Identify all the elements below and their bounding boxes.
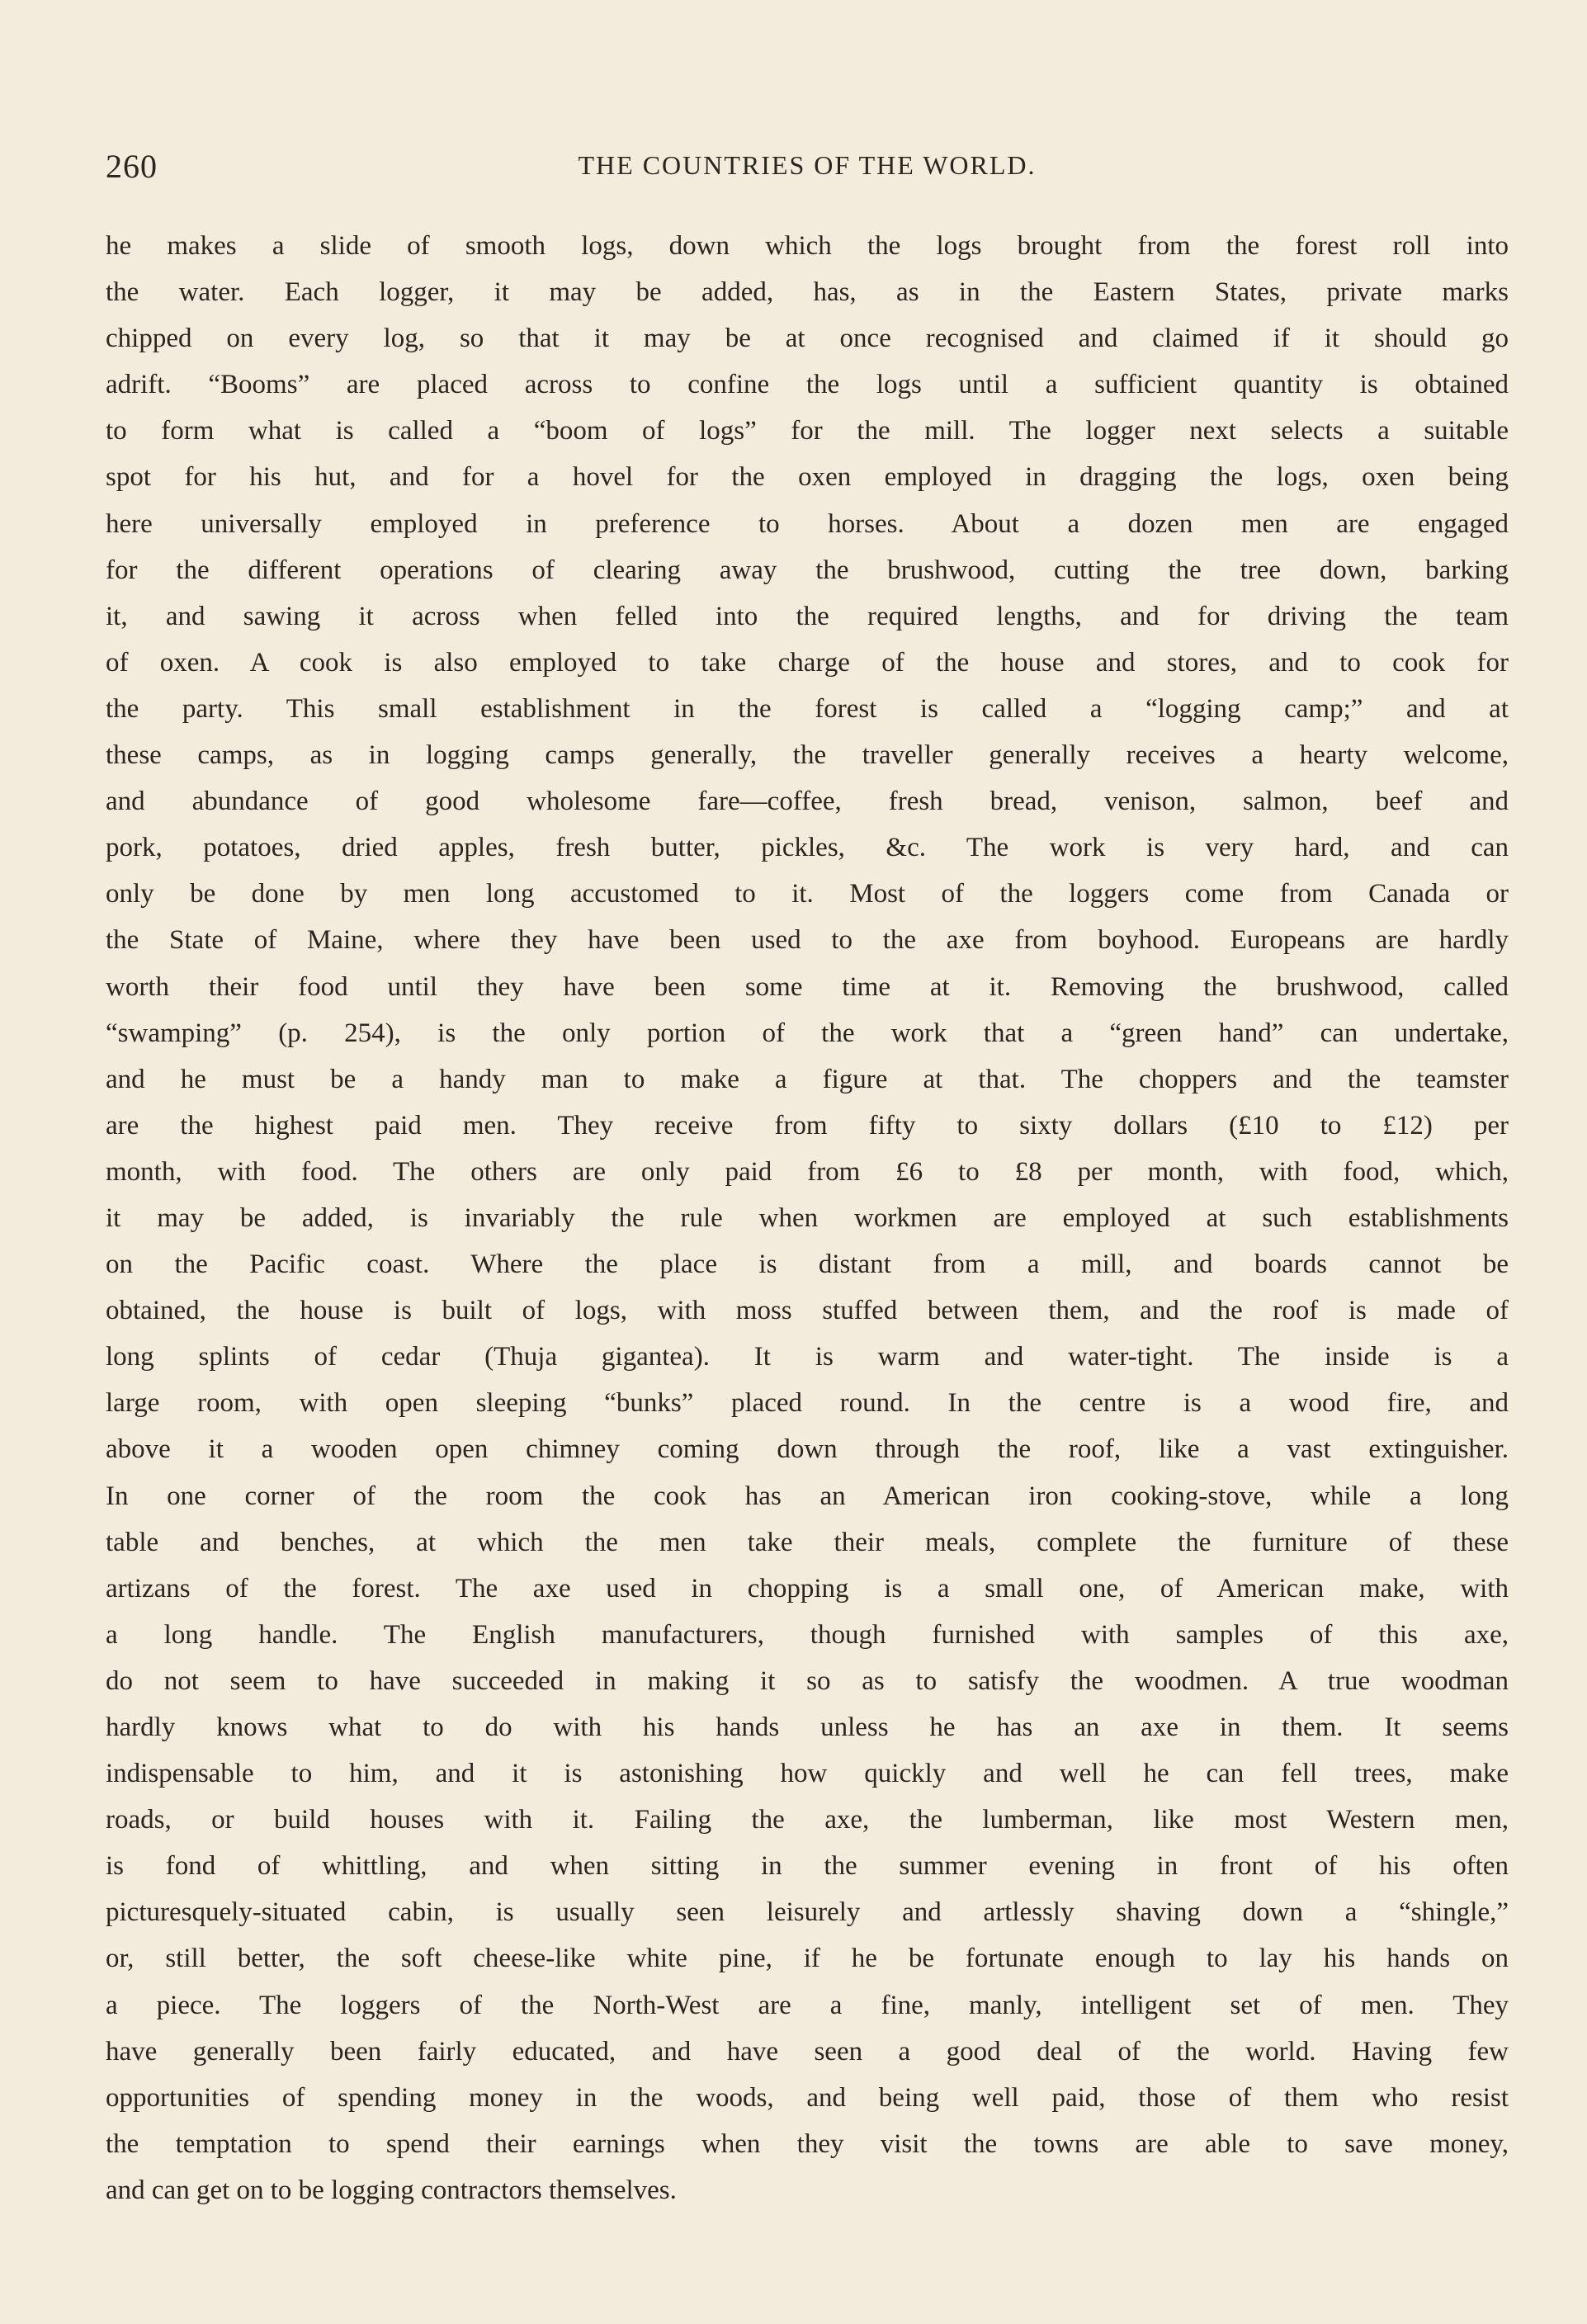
text-line: on the Pacific coast. Where the place is distant from a mill, and boards cannot be — [106, 1249, 1509, 1280]
text-line: and he must be a handy man to make a figure at that. The choppers and the teamster — [106, 1064, 1509, 1094]
page-number: 260 — [106, 148, 158, 185]
text-line: roads, or build houses with it. Failing the axe, the lumberman, like most Western men, — [106, 1805, 1509, 1835]
text-line: the party. This small establishment in the forest is called a “logging camp;” and at — [106, 693, 1509, 724]
text-line: month, with food. The others are only paid from £6 to £8 per month, with food, which, — [106, 1156, 1509, 1187]
text-line: is fond of whittling, and when sitting in the summer evening in front of his often — [106, 1851, 1509, 1882]
text-line: it, and sawing it across when felled into the required lengths, and for driving the team — [106, 601, 1509, 631]
text-line: and can get on to be logging contractors themselves. — [106, 2175, 677, 2205]
text-line: spot for his hut, and for a hovel for the oxen employed in dragging the logs, oxen being — [106, 462, 1509, 493]
text-line: only be done by men long accustomed to it. Most of the loggers come from Canada or — [106, 879, 1509, 909]
text-line: “swamping” (p. 254), is the only portion of the work that a “green hand” can undertake, — [106, 1018, 1509, 1048]
text-line: indispensable to him, and it is astonishing how quickly and well he can fell trees, make — [106, 1759, 1509, 1789]
text-line: In one corner of the room the cook has an American iron cooking-stove, while a long — [106, 1481, 1509, 1511]
text-line: have generally been fairly educated, and have seen a good deal of the world. Having few — [106, 2036, 1509, 2067]
text-line: a long handle. The English manufacturers, though furnished with samples of this axe, — [106, 1619, 1509, 1650]
text-line: the temptation to spend their earnings when they visit the towns are able to save money, — [106, 2128, 1509, 2159]
text-line: picturesquely-situated cabin, is usually seen leisurely and artlessly shaving down a “shingle,” — [106, 1897, 1509, 1928]
text-line: the water. Each logger, it may be added, has, as in the Eastern States, private marks — [106, 277, 1509, 308]
text-line: table and benches, at which the men take their meals, complete the furniture of these — [106, 1527, 1509, 1557]
text-line: do not seem to have succeeded in making it so as to satisfy the woodmen. A true woodman — [106, 1665, 1509, 1696]
text-line: above it a wooden open chimney coming down through the roof, like a vast extinguisher. — [106, 1434, 1509, 1465]
text-line: it may be added, is invariably the rule when workmen are employed at such establishments — [106, 1202, 1509, 1233]
text-line: to form what is called a “boom of logs” for the mill. The logger next selects a suitable — [106, 416, 1509, 446]
text-line: these camps, as in logging camps generally, the traveller generally receives a hearty welcome, — [106, 740, 1509, 771]
text-line: or, still better, the soft cheese-like white pine, if he be fortunate enough to lay his hands on — [106, 1944, 1509, 1974]
running-title: THE COUNTRIES OF THE WORLD. — [578, 150, 1037, 180]
text-line: pork, potatoes, dried apples, fresh butter, pickles, &c. The work is very hard, and can — [106, 833, 1509, 863]
body-text — [106, 223, 1509, 2213]
text-line: and abundance of good wholesome fare—coffee, fresh bread, venison, salmon, beef and — [106, 786, 1509, 817]
text-line: a piece. The loggers of the North-West are a fine, manly, intelligent set of men. They — [106, 1990, 1509, 2020]
text-line: hardly knows what to do with his hands unless he has an axe in them. It seems — [106, 1712, 1509, 1742]
text-line: adrift. “Booms” are placed across to confine the logs until a sufficient quantity is obtained — [106, 370, 1509, 400]
text-line: for the different operations of clearing away the brushwood, cutting the tree down, barking — [106, 555, 1509, 585]
text-line: worth their food until they have been some time at it. Removing the brushwood, called — [106, 971, 1509, 1002]
text-line: here universally employed in preference to horses. About a dozen men are engaged — [106, 508, 1509, 539]
text-line: long splints of cedar (Thuja gigantea). It is warm and water-tight. The inside is a — [106, 1342, 1509, 1372]
running-head — [106, 147, 1509, 188]
text-line: large room, with open sleeping “bunks” placed round. In the centre is a wood fire, and — [106, 1388, 1509, 1419]
text-line: opportunities of spending money in the woods, and being well paid, those of them who resist — [106, 2082, 1509, 2113]
text-line: the State of Maine, where they have been used to the axe from boyhood. Europeans are hardly — [106, 925, 1509, 956]
text-line: artizans of the forest. The axe used in chopping is a small one, of American make, with — [106, 1573, 1509, 1604]
text-line: of oxen. A cook is also employed to take charge of the house and stores, and to cook for — [106, 647, 1509, 678]
text-line: he makes a slide of smooth logs, down which the logs brought from the forest roll into — [106, 231, 1509, 261]
text-line: chipped on every log, so that it may be at once recognised and claimed if it should go — [106, 324, 1509, 354]
text-line: are the highest paid men. They receive from fifty to sixty dollars (£10 to £12) per — [106, 1110, 1509, 1141]
text-line: obtained, the house is built of logs, with moss stuffed between them, and the roof is made of — [106, 1296, 1509, 1326]
